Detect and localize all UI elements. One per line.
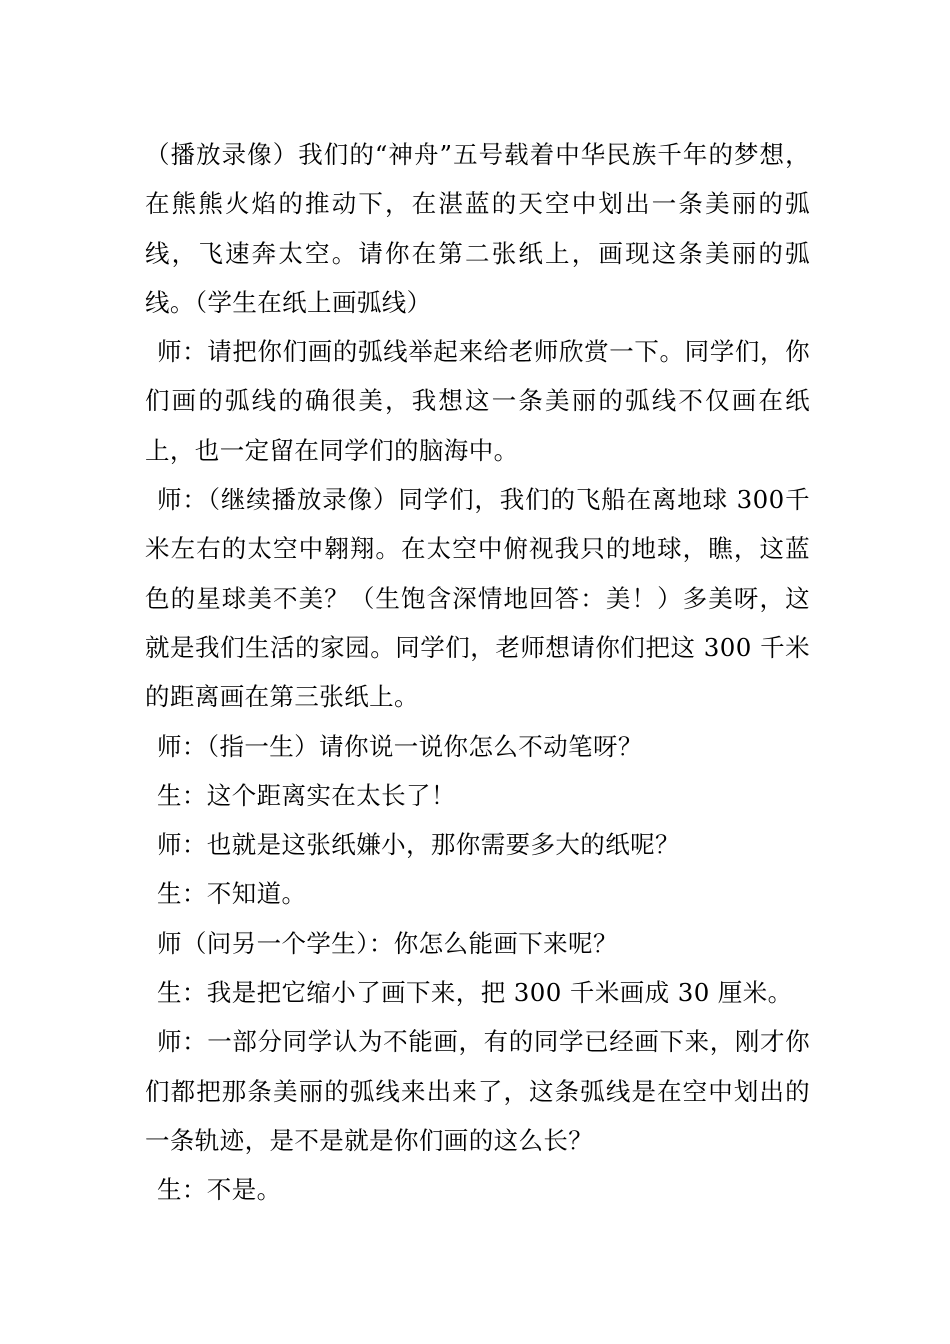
paragraph-student-4: 生：不是。 — [157, 1175, 282, 1205]
paragraph-teacher-2: 师：（继续播放录像）同学们，我们的飞船在离地球 300千米左右的太空中翱翔。在太空中俯视我只的地球，瞧，这蓝色的星球美不美？（生饱含深情地回答：美！）多美呀，这就是我们生活的家园。同学们，老师想请你们把这 300 千米的距离画在第三张纸上。 — [145, 485, 810, 712]
paragraph-student-1: 生：这个距离实在太长了！ — [157, 780, 456, 810]
paragraph-teacher-3: 师：（指一生）请你说一说你怎么不动笔呀？ — [157, 731, 643, 761]
paragraph-student-3: 生：我是把它缩小了画下来，把 300 千米画成 30 厘米。 — [157, 978, 793, 1008]
paragraph-teacher-1: 师：请把你们画的弧线举起来给老师欣赏一下。同学们，你们画的弧线的确很美，我想这一条美丽的弧线不仅画在纸上，也一定留在同学们的脑海中。 — [145, 337, 810, 465]
paragraph-teacher-4: 师：也就是这张纸嫌小，那你需要多大的纸呢？ — [157, 830, 680, 860]
lesson-transcript — [145, 130, 810, 1215]
paragraph-narration: （播放录像）我们的“神舟”五号载着中华民族千年的梦想，在熊熊火焰的推动下，在湛蓝的天空中划出一条美丽的弧线，飞速奔太空。请你在第二张纸上，画现这条美丽的弧线。（学生在纸上画弧线） — [145, 140, 810, 317]
paragraph-teacher-5: 师（问另一个学生）：你怎么能画下来呢？ — [157, 928, 618, 958]
paragraph-student-2: 生：不知道。 — [157, 879, 307, 909]
paragraph-teacher-6: 师：一部分同学认为不能画，有的同学已经画下来，刚才你们都把那条美丽的弧线来出来了，这条弧线是在空中划出的一条轨迹，是不是就是你们画的这么长？ — [145, 1027, 810, 1155]
